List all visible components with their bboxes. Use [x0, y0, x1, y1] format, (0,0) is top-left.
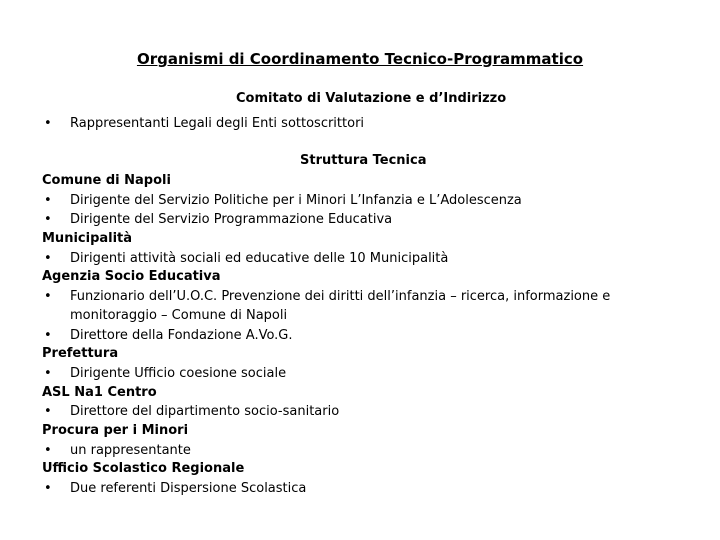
bullet: •: [44, 116, 52, 131]
group-municipalita: Municipalità: [42, 231, 133, 246]
group-agenzia-socio-educativa: Agenzia Socio Educativa: [42, 269, 221, 284]
list-item: Dirigente del Servizio Programmazione Educativa: [70, 212, 393, 227]
list-item: Dirigenti attività sociali ed educative delle 10 Municipalità: [70, 251, 449, 266]
bullet: •: [44, 443, 52, 458]
bullet: •: [44, 251, 52, 266]
list-item: Direttore del dipartimento socio-sanitario: [70, 404, 340, 419]
page-title: Organismi di Coordinamento Tecnico-Programmatico: [136, 50, 584, 68]
list-item: Direttore della Fondazione A.Vo.G.: [70, 328, 293, 343]
list-item: Dirigente del Servizio Politiche per i Minori L’Infanzia e L’Adolescenza: [70, 193, 522, 208]
bullet: •: [44, 193, 52, 208]
group-comune-napoli: Comune di Napoli: [42, 173, 171, 188]
group-procura-minori: Procura per i Minori: [42, 423, 189, 438]
struttura-heading: Struttura Tecnica: [300, 153, 427, 168]
group-prefettura: Prefettura: [42, 346, 119, 361]
group-ufficio-scolastico-regionale: Ufficio Scolastico Regionale: [42, 461, 245, 476]
bullet: •: [44, 328, 52, 343]
bullet: •: [44, 366, 52, 381]
list-item-continuation: monitoraggio – Comune di Napoli: [70, 308, 288, 323]
comitato-heading: Comitato di Valutazione e d’Indirizzo: [236, 91, 507, 106]
list-item: Due referenti Dispersione Scolastica: [70, 481, 307, 496]
bullet: •: [44, 212, 52, 227]
bullet: •: [44, 289, 52, 304]
list-item: Dirigente Ufficio coesione sociale: [70, 366, 287, 381]
bullet: •: [44, 404, 52, 419]
list-item: un rappresentante: [70, 443, 191, 458]
list-item: Funzionario dell’U.O.C. Prevenzione dei diritti dell’infanzia – ricerca, informazione e: [70, 289, 611, 304]
list-item: Rappresentanti Legali degli Enti sottoscrittori: [70, 116, 365, 131]
group-asl-na1-centro: ASL Na1 Centro: [42, 385, 157, 400]
bullet: •: [44, 481, 52, 496]
